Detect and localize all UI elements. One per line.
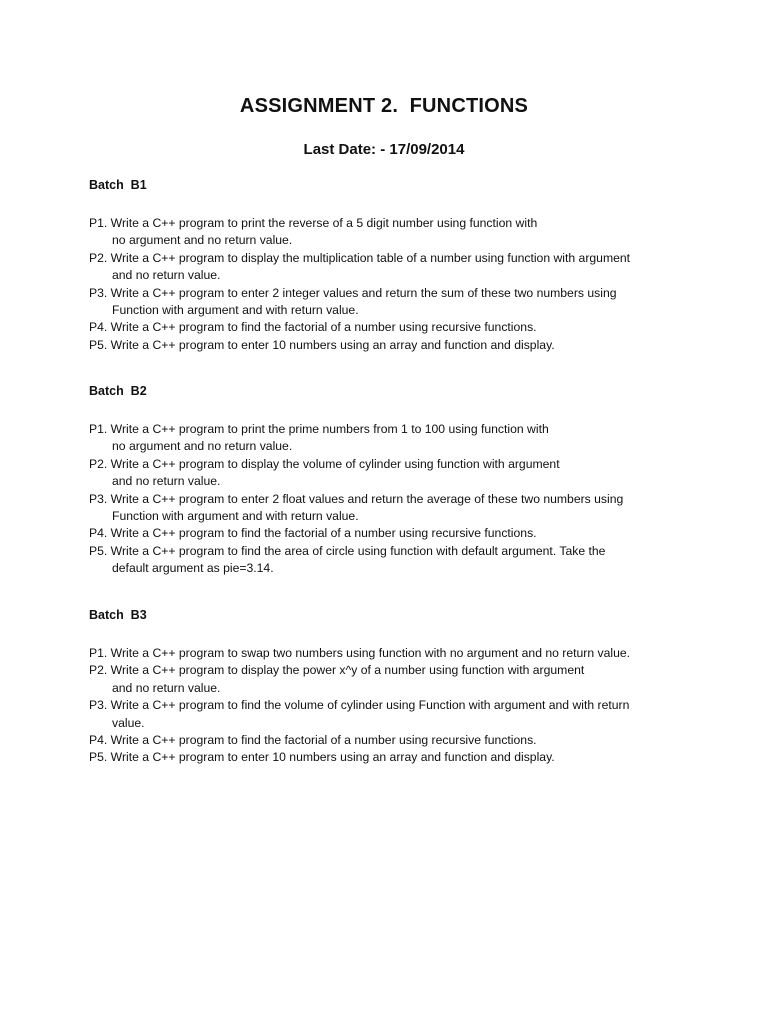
- problem-item: [89, 215, 729, 250]
- problem-item: [89, 525, 729, 542]
- problem-text: P2. Write a C++ program to display the multiplication table of a number using function with argument: [89, 250, 631, 265]
- problem-text: P1. Write a C++ program to print the prime numbers from 1 to 100 using function with: [89, 422, 549, 436]
- problem-text: P3. Write a C++ program to find the volume of cylinder using Function with argument and with return: [89, 698, 630, 713]
- problem-item: [89, 662, 729, 697]
- problem-text: P4. Write a C++ program to find the factorial of a number using recursive functions.: [89, 320, 537, 335]
- batch-heading: Batch B3: [89, 608, 147, 622]
- problem-text: P3. Write a C++ program to enter 2 float values and return the average of these two numbers using: [89, 491, 624, 506]
- problem-text-continued: default argument as pie=3.14.: [112, 561, 274, 576]
- problem-item: [89, 543, 729, 578]
- problem-text: P1. Write a C++ program to print the reverse of a 5 digit number using function with: [89, 216, 538, 230]
- problem-item: [89, 456, 729, 491]
- problem-text-continued: and no return value.: [112, 474, 221, 489]
- problem-text: P5. Write a C++ program to enter 10 numbers using an array and function and display.: [89, 337, 555, 352]
- page-title: ASSIGNMENT 2. FUNCTIONS: [239, 95, 529, 117]
- problem-text: P4. Write a C++ program to find the factorial of a number using recursive functions.: [89, 526, 537, 541]
- batch-section-b3: [89, 607, 729, 767]
- problem-item: [89, 285, 729, 320]
- problem-text-continued: and no return value.: [112, 680, 221, 695]
- last-date: Last Date: - 17/09/2014: [303, 141, 465, 158]
- batch-section-b2: [89, 383, 729, 578]
- problem-text-continued: Function with argument and with return value.: [112, 303, 359, 318]
- problem-text: P3. Write a C++ program to enter 2 integer values and return the sum of these two numbers using: [89, 285, 617, 300]
- problem-item: [89, 319, 729, 336]
- problem-item: [89, 421, 729, 456]
- problem-text: P4. Write a C++ program to find the factorial of a number using recursive functions.: [89, 733, 537, 748]
- problem-item: [89, 645, 729, 662]
- problem-text-continued: no argument and no return value.: [112, 439, 293, 454]
- problem-text-continued: value.: [112, 715, 145, 730]
- batch-heading: Batch B1: [89, 178, 147, 192]
- problem-item: [89, 337, 729, 354]
- batch-heading: Batch B2: [89, 384, 147, 398]
- problem-text: P2. Write a C++ program to display the power x^y of a number using function with argument: [89, 663, 585, 678]
- problem-text: P5. Write a C++ program to find the area of circle using function with default argument. Take the: [89, 543, 606, 558]
- problem-item: [89, 732, 729, 749]
- problem-item: [89, 749, 729, 766]
- problem-item: [89, 697, 729, 732]
- problem-text-continued: and no return value.: [112, 268, 221, 283]
- problem-text-continued: Function with argument and with return value.: [112, 509, 359, 524]
- problem-item: [89, 491, 729, 526]
- problem-text-continued: no argument and no return value.: [112, 233, 293, 248]
- problem-item: [89, 250, 729, 285]
- batch-section-b1: [89, 177, 729, 354]
- problem-text: P1. Write a C++ program to swap two numbers using function with no argument and no return value.: [89, 646, 631, 660]
- problem-text: P2. Write a C++ program to display the volume of cylinder using function with argument: [89, 456, 560, 471]
- problem-text: P5. Write a C++ program to enter 10 numbers using an array and function and display.: [89, 750, 555, 765]
